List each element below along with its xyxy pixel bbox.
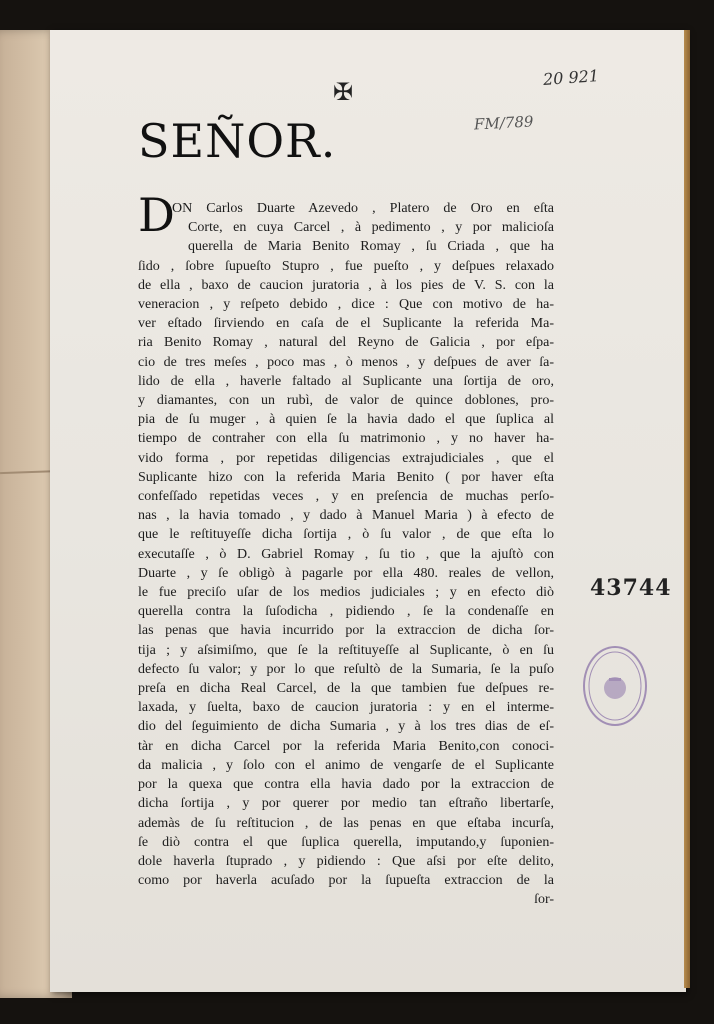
text-line: que le reſtituyeſſe dicha ſortija , ò ſu valor , de que eſta lo [138,527,554,543]
text-line: tàr en dicha Carcel por la referida Maria Benito,con conoci- [138,738,554,754]
text-line: como por haverla acuſado por la ſupueſta extraccion de la [138,873,554,889]
text-line: tija ; y aſsimiſmo, que ſe la reſtituyeſſe al Suplicante, ò en ſu [138,642,554,658]
text-line: Suplicante hizo con la referida Maria Benito ( por haver eſta [138,469,554,485]
text-line: ſido , ſobre ſupueſto Stupro , fue pueſto , y deſpues relaxado [138,258,554,274]
text-line: querella de Maria Benito Romay , ſu Criada , que ha [188,239,554,255]
body-text [138,199,554,910]
drop-cap: D [138,188,175,242]
page-title: SEÑOR. [138,114,337,168]
text-line: por la quexa que contra ella havia dado por la extraccion de [138,777,554,793]
cross-icon: ✠ [333,78,354,106]
manuscript-reference: 20 921 [542,66,600,89]
text-line: y diamantes, con un rubì, de valor de quince doblones, pro- [138,393,554,409]
library-stamp-icon [583,646,647,726]
text-line: veneracion , y reſpeto debido , dice : Que con motivo de ha- [138,297,554,313]
text-line: nas , la havia tomado , y dado à Manuel Maria ) à efecto de [138,508,554,524]
text-line: confeſſado repetidas veces , y en preſencia de muchas perſo- [138,489,554,505]
text-line: Duarte , y ſe obligò à pagarle por ella 480. reales de vellon, [138,565,554,581]
text-line: vido forma , por repetidas diligencias extrajudiciales , que el [138,450,554,466]
text-line: pia de ſu muger , à quien ſe la havia dado el que ſuplica al [138,412,554,428]
text-line: ria Benito Romay , natural del Reyno de Galicia , por eſpa- [138,335,554,351]
text-line: ſor- [534,892,554,908]
text-line: ſe diò contra el que ſuplica querella, imputando,y ſuponien- [138,834,554,850]
text-line: de ella , baxo de caucion juratoria , à los pies de V. S. con la [138,277,554,293]
text-line: preſa en dicha Real Carcel, de la que tambien fue deſpues re- [138,681,554,697]
text-line: dicha ſortija , y por querer por medio tan eſtraño libertarſe, [138,796,554,812]
text-line: ver eſtado ſirviendo en caſa de el Suplicante la referida Ma- [138,316,554,332]
text-line: lido de ella , haverle faltado al Suplicante una ſortija de oro, [138,373,554,389]
inventory-number: 43744 [590,575,672,601]
page-edge [684,30,690,988]
text-line: tiempo de contraher con ella ſu matrimonio , y no haver ha- [138,431,554,447]
text-line: defecto ſu valor; y por lo que reſultò de la Sumaria, ſe la puſo [138,661,554,677]
text-line: da malicia , y ſolo con el animo de vengarſe de el Suplicante [138,757,554,773]
text-line: le fue preciſo uſar de los medios judiciales ; y en efecto diò [138,585,554,601]
text-line: Corte, en cuya Carcel , à pedimento , y por malicioſa [188,220,554,236]
text-line: ON Carlos Duarte Azevedo , Platero de Oro en eſta [172,201,554,216]
text-line: laxada, y ſuelta, baxo de caucion juratoria : y en el interme- [138,700,554,716]
shelfmark: FM/789 [473,112,534,134]
text-line: dole haverla ſtuprado , y pidiendo : Que aſsi por eſte delito, [138,853,554,869]
text-line: querella contra la ſuſodicha , pidiendo , ſe la condenaſſe en [138,604,554,620]
text-line: ademàs de ſu reſtitucion , de las penas en que eſtaba incurſa, [138,815,554,831]
text-line: dio del ſeguimiento de dicha Sumaria , y à los tres dias de eſ- [138,719,554,735]
text-line: executaſſe , ò D. Gabriel Romay , ſu tio , que la ajuſtò con [138,546,554,562]
text-line: las penas que havia incurrido por la extraccion de dicha ſor- [138,623,554,639]
text-line: cio de tres meſes , poco mas , ò menos , y deſpues de aver ſa- [138,354,554,370]
